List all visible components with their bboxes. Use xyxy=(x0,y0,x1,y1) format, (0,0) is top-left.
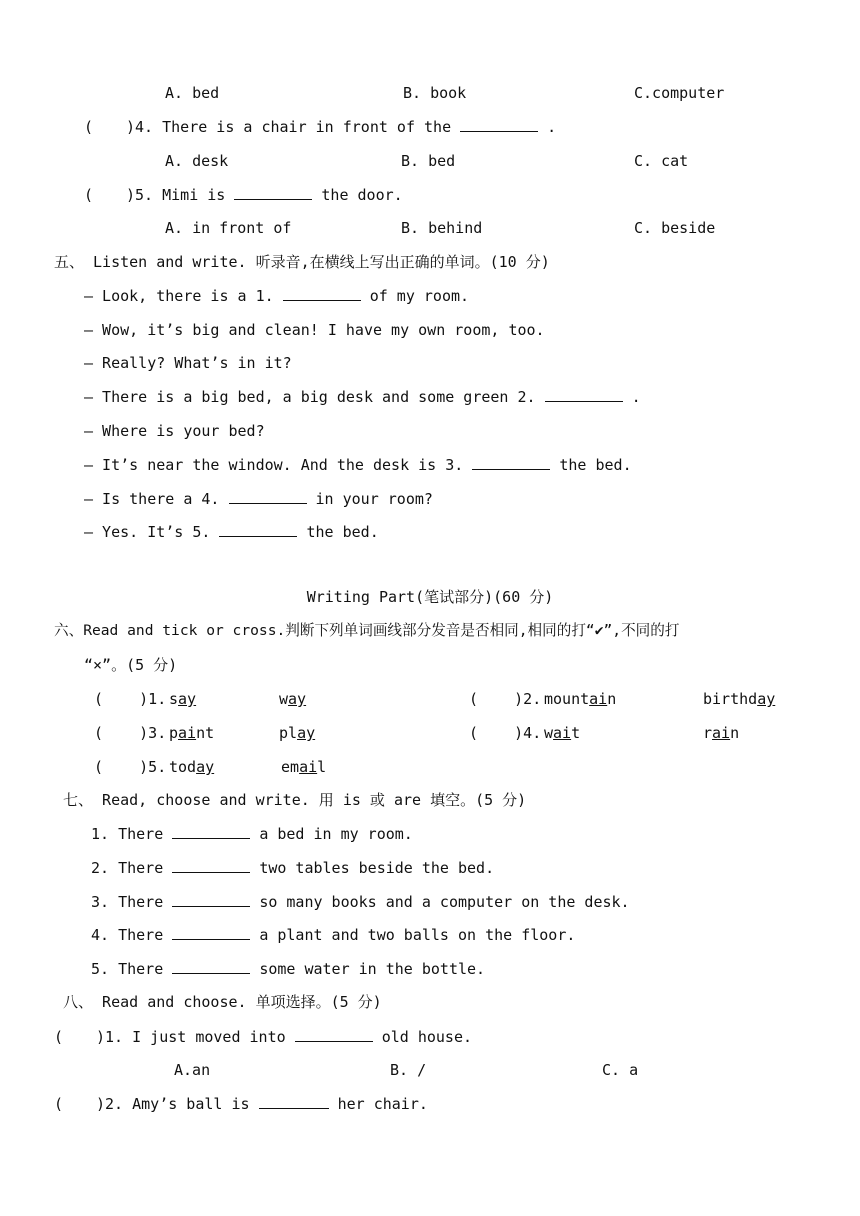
q5-blank[interactable] xyxy=(234,185,312,200)
q4-number: )4. xyxy=(126,118,154,136)
section-5-title: 五、 Listen and write. 听录音,在横线上写出正确的单词。(10 分) xyxy=(54,253,550,271)
answer-paren: ( xyxy=(469,690,479,708)
q5-answer-paren: ( xyxy=(84,186,94,204)
s8-q2 xyxy=(96,1094,428,1114)
item-text: a plant and two balls on the floor. xyxy=(259,926,576,944)
s6-item-2-word-2: birthday xyxy=(703,690,776,708)
s6-item-1 xyxy=(94,689,166,709)
dialogue-text: — Look, there is a 1. xyxy=(84,287,274,305)
q3-option-c: C.computer xyxy=(634,84,725,102)
dialogue-blank-3[interactable] xyxy=(472,455,550,470)
s6-item-3-word-2: play xyxy=(279,724,316,742)
section-8-title: 八、 Read and choose. 单项选择。(5 分) xyxy=(54,993,382,1011)
s6-item-2-word-1: mountain xyxy=(544,690,617,708)
section-6-title-cont: “×”。(5 分) xyxy=(84,656,178,674)
item-text: old house. xyxy=(381,1028,473,1046)
item-text: 5. There xyxy=(91,960,164,978)
section-7-title: 七、 Read, choose and write. 用 is 或 are 填空。(5 分) xyxy=(54,791,527,809)
item-text: 2. There xyxy=(91,859,164,877)
item-text: 3. There xyxy=(91,893,164,911)
item-number: )3. xyxy=(139,724,167,742)
writing-part-title: Writing Part(笔试部分)(60 分) xyxy=(306,588,554,606)
q4-text: There is a chair in front of the xyxy=(162,118,452,136)
item-text: Amy’s ball is xyxy=(132,1095,250,1113)
s7-blank-1[interactable] xyxy=(172,824,250,839)
item-number: )2. xyxy=(96,1095,124,1113)
s7-blank-3[interactable] xyxy=(172,892,250,907)
dialogue-line-6 xyxy=(84,455,632,475)
s6-item-4-word-1: wait xyxy=(544,724,581,742)
dialogue-text: of my room. xyxy=(369,287,470,305)
s8-q1-paren: ( xyxy=(54,1028,64,1046)
s7-item-1 xyxy=(91,824,413,844)
dialogue-text: — There is a big bed, a big desk and some green 2. xyxy=(84,388,536,406)
dialogue-line-3: — Really? What’s in it? xyxy=(84,354,292,372)
dialogue-blank-1[interactable] xyxy=(283,286,361,301)
dialogue-line-8 xyxy=(84,522,379,542)
answer-paren: ( xyxy=(94,724,104,742)
q4-blank[interactable] xyxy=(460,117,538,132)
s8-q1-option-b: B. / xyxy=(390,1061,427,1079)
s8-q1 xyxy=(96,1027,472,1047)
item-text: two tables beside the bed. xyxy=(259,859,495,877)
q5-number: )5. xyxy=(126,186,154,204)
q5-option-c: C. beside xyxy=(634,219,716,237)
item-text: some water in the bottle. xyxy=(259,960,486,978)
dialogue-line-2: — Wow, it’s big and clean! I have my own room, too. xyxy=(84,321,545,339)
item-text: her chair. xyxy=(337,1095,428,1113)
s6-item-5-word-2: email xyxy=(281,758,327,776)
dialogue-text: . xyxy=(631,388,641,406)
item-number: )2. xyxy=(514,690,542,708)
q3-option-a: A. bed xyxy=(165,84,220,102)
s6-item-4-word-2: rain xyxy=(703,724,740,742)
s6-item-5 xyxy=(94,757,166,777)
dialogue-line-4 xyxy=(84,387,641,407)
dialogue-line-1 xyxy=(84,286,469,306)
q3-option-b: B. book xyxy=(403,84,467,102)
s7-blank-5[interactable] xyxy=(172,959,250,974)
item-number: )1. xyxy=(96,1028,124,1046)
item-text: 4. There xyxy=(91,926,164,944)
q5-question xyxy=(126,185,403,205)
item-number: )4. xyxy=(514,724,542,742)
dialogue-text: in your room? xyxy=(315,490,433,508)
dialogue-line-7 xyxy=(84,489,433,509)
dialogue-text: the bed. xyxy=(306,523,379,541)
dialogue-blank-2[interactable] xyxy=(545,387,623,402)
item-text: 1. There xyxy=(91,825,164,843)
answer-paren: ( xyxy=(469,724,479,742)
dialogue-line-5: — Where is your bed? xyxy=(84,422,265,440)
s7-item-5 xyxy=(91,959,485,979)
s8-q2-paren: ( xyxy=(54,1095,64,1113)
s6-item-3 xyxy=(94,723,166,743)
s6-item-2 xyxy=(469,689,541,709)
dialogue-text: — Is there a 4. xyxy=(84,490,220,508)
answer-paren: ( xyxy=(94,690,104,708)
q5-text: Mimi is xyxy=(162,186,226,204)
answer-paren: ( xyxy=(94,758,104,776)
q4-option-a: A. desk xyxy=(165,152,229,170)
dialogue-text: the bed. xyxy=(559,456,632,474)
dialogue-blank-4[interactable] xyxy=(229,489,307,504)
q5-end: the door. xyxy=(321,186,403,204)
section-6-title: 六、Read and tick or cross.判断下列单词画线部分发音是否相同,相同的打“✔”,不同的打 xyxy=(54,622,680,639)
q5-option-b: B. behind xyxy=(401,219,483,237)
item-number: )5. xyxy=(139,758,167,776)
s7-item-3 xyxy=(91,892,630,912)
s7-blank-2[interactable] xyxy=(172,858,250,873)
s6-item-5-word-1: today xyxy=(169,758,215,776)
q4-option-c: C. cat xyxy=(634,152,689,170)
item-number: )1. xyxy=(139,690,167,708)
q4-option-b: B. bed xyxy=(401,152,456,170)
s7-item-2 xyxy=(91,858,494,878)
s8-q1-option-c: C. a xyxy=(602,1061,639,1079)
dialogue-blank-5[interactable] xyxy=(219,522,297,537)
s6-item-4 xyxy=(469,723,541,743)
dialogue-text: — It’s near the window. And the desk is 3. xyxy=(84,456,464,474)
dialogue-text: — Yes. It’s 5. xyxy=(84,523,211,541)
q5-option-a: A. in front of xyxy=(165,219,292,237)
s8-q2-blank[interactable] xyxy=(259,1094,329,1109)
s6-item-1-word-1: say xyxy=(169,690,197,708)
q4-end: . xyxy=(547,118,557,136)
s6-item-1-word-2: way xyxy=(279,690,307,708)
s7-blank-4[interactable] xyxy=(172,925,250,940)
q4-question xyxy=(126,117,556,137)
s7-item-4 xyxy=(91,925,575,945)
item-text: so many books and a computer on the desk. xyxy=(259,893,630,911)
q4-answer-paren: ( xyxy=(84,118,94,136)
item-text: a bed in my room. xyxy=(259,825,413,843)
s6-item-3-word-1: paint xyxy=(169,724,215,742)
item-text: I just moved into xyxy=(132,1028,286,1046)
s8-q1-blank[interactable] xyxy=(295,1027,373,1042)
s8-q1-option-a: A.an xyxy=(174,1061,211,1079)
